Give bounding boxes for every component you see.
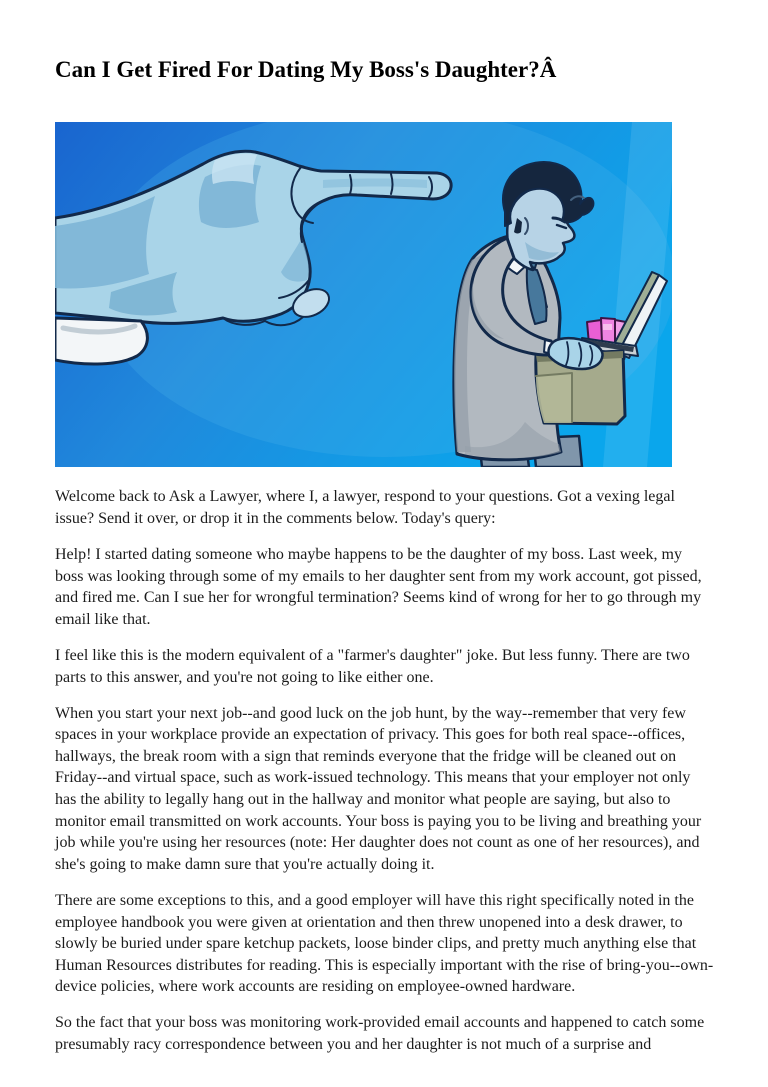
page-title: Can I Get Fired For Dating My Boss's Daughter?Â	[55, 57, 557, 82]
article-content	[55, 0, 714, 1070]
article-paragraph: Help! I started dating someone who maybe happens to be the daughter of my boss. Last week, my boss was looking through some of my emails to her daughter sent from my work account, got pissed, and fired me. Can I sue her for wrongful termination? Seems kind of wrong for her to go through my email like that.	[55, 546, 702, 628]
article-body	[55, 486, 714, 1055]
fired-employee-illustration	[55, 122, 672, 467]
article-paragraph: So the fact that your boss was monitoring work-provided email accounts and happened to catch some presumably racy correspondence between you and her daughter is not much of a surprise and	[55, 1014, 705, 1053]
article-paragraph: I feel like this is the modern equivalent of a "farmer's daughter" joke. But less funny. There are two parts to this answer, and you're not going to like either one.	[55, 647, 690, 686]
article-paragraph: When you start your next job--and good luck on the job hunt, by the way--remember that very few spaces in your workplace provide an expectation of privacy. This goes for both real space--offices, hallways, the break room with a sign that reminds everyone that the fridge will be cleaned out on Friday--and virtual space, such as work-issued technology. This means that your employer not only has the ability to legally hang out in the hallway and monitor what people are saying, but also to monitor email transmitted on work accounts. Your boss is paying you to be living and breathing your job while you're using her resources (note: Her daughter does not count as one of her resources), and she's going to make damn sure that you're actually doing it.	[55, 704, 702, 873]
article-paragraph: Welcome back to Ask a Lawyer, where I, a lawyer, respond to your questions. Got a vexing legal issue? Send it over, or drop it in the comments below. Today's query:	[55, 488, 675, 528]
shirt-cuff	[55, 318, 147, 364]
hero-illustration	[55, 122, 672, 467]
article-paragraph: There are some exceptions to this, and a good employer will have this right specifically noted in the employee handbook you were given at orientation and then threw unopened into a desk drawer, to slowly be buried under spare ketchup packets, loose binder clips, and pretty much anything else that Human Resources distributes for reading. This is especially important with the rise of bring-you--own-device policies, where work accounts are residing on employee-owned hardware.	[55, 891, 714, 996]
